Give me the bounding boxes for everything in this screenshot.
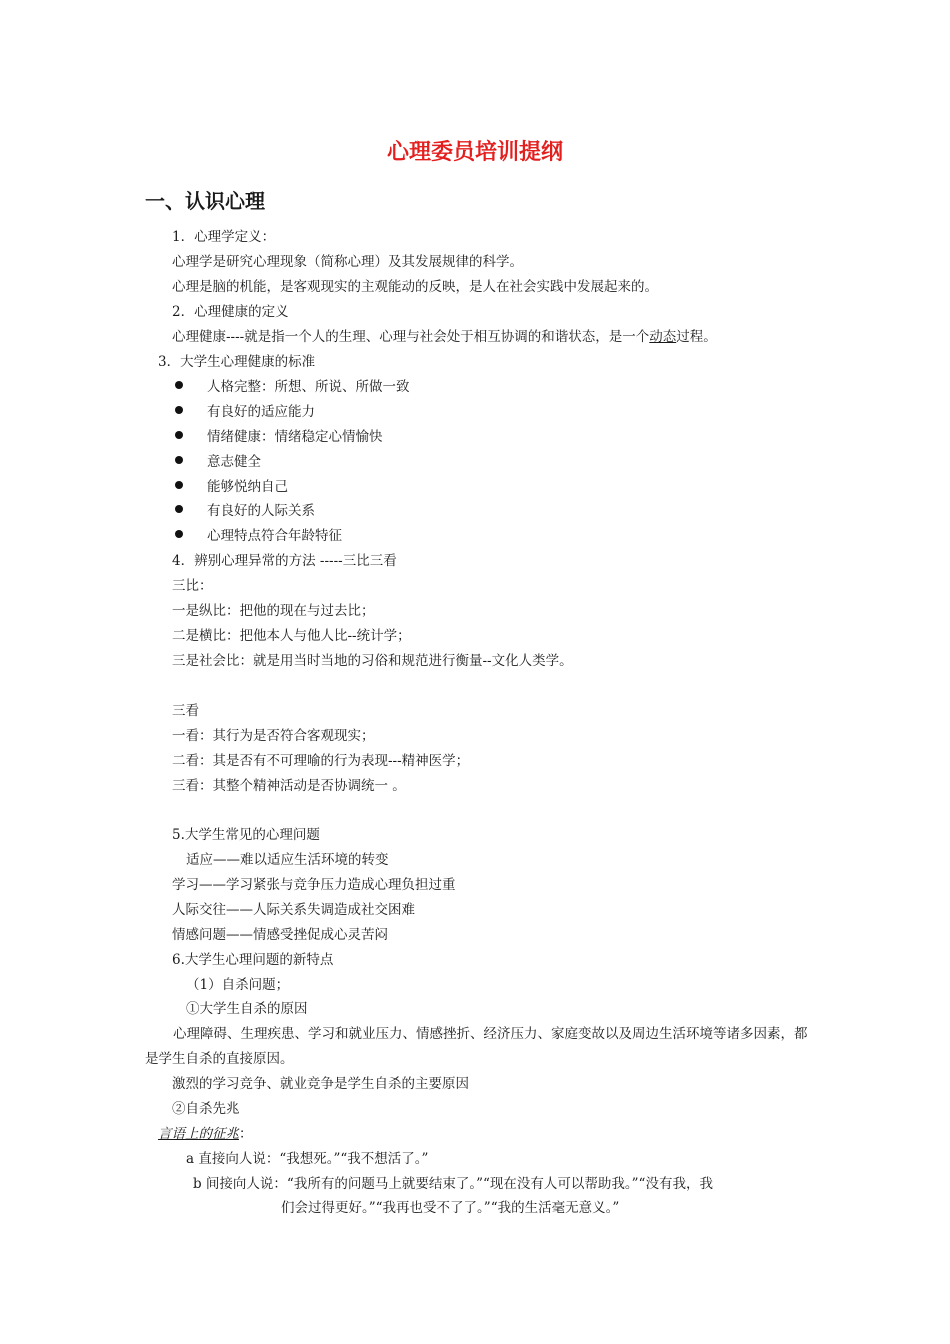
- paragraph: 二是横比：把他本人与他人比--统计学；: [172, 628, 411, 644]
- item-1-heading: 1．心理学定义：: [172, 229, 276, 245]
- bullet-text: 人格完整：所想、所说、所做一致: [207, 379, 410, 395]
- bullet-icon: [175, 530, 183, 538]
- item-5-heading: 5.大学生常见的心理问题: [172, 827, 320, 843]
- paragraph: [172, 328, 717, 346]
- item-3-heading: 3．大学生心理健康的标准: [158, 354, 316, 370]
- paragraph: 人际交往——人际关系失调造成社交困难: [172, 902, 415, 918]
- bullet-icon: [175, 505, 183, 513]
- text: ：: [239, 1126, 253, 1142]
- paragraph: 三看：其整个精神活动是否协调统一 。: [172, 778, 406, 794]
- paragraph: 情感问题——情感受挫促成心灵苦闷: [172, 927, 388, 943]
- item-4-heading: 4．辨别心理异常的方法 -----三比三看: [172, 553, 397, 569]
- paragraph: 心理障碍、生理疾患、学习和就业压力、情感挫折、经济压力、家庭变故以及周边生活环境等诸多因素，都是学生自杀的直接原因。: [145, 1026, 808, 1067]
- text: 过程。: [676, 329, 717, 345]
- paragraph: （1）自杀问题；: [186, 977, 290, 993]
- bullet-item: [175, 403, 315, 421]
- bullet-text: 情绪健康：情绪稳定心情愉快: [207, 429, 383, 445]
- italic-underlined-text: 言语上的征兆: [158, 1126, 239, 1142]
- paragraph: a 直接向人说：“我想死。”“我不想活了。”: [186, 1151, 429, 1167]
- bullet-item: [175, 527, 342, 545]
- bullet-text: 心理特点符合年龄特征: [207, 528, 342, 544]
- paragraph: 心理学是研究心理现象（简称心理）及其发展规律的科学。: [172, 254, 523, 270]
- bullet-item: [175, 502, 315, 520]
- text: 心理健康----就是指一个人的生理、心理与社会处于相互协调的和谐状态，是一个: [172, 329, 650, 345]
- bullet-icon: [175, 431, 183, 439]
- bullet-item: [175, 478, 288, 496]
- paragraph: 一看：其行为是否符合客观现实；: [172, 728, 375, 744]
- bullet-item: [175, 428, 383, 446]
- paragraph: ①大学生自杀的原因: [186, 1001, 308, 1017]
- item-6-heading: 6.大学生心理问题的新特点: [172, 952, 334, 968]
- paragraph: ②自杀先兆: [172, 1101, 240, 1117]
- subheading: 三看: [172, 703, 199, 719]
- bullet-text: 有良好的适应能力: [207, 404, 315, 420]
- bullet-icon: [175, 481, 183, 489]
- bullet-icon: [175, 456, 183, 464]
- bullet-text: 能够悦纳自己: [207, 479, 288, 495]
- section-heading: 一、认识心理: [145, 189, 265, 213]
- paragraph: 适应——难以适应生活环境的转变: [186, 852, 389, 868]
- paragraph: 三是社会比：就是用当时当地的习俗和规范进行衡量--文化人类学。: [172, 653, 573, 669]
- subheading: 三比：: [172, 578, 213, 594]
- paragraph: 学习——学习紧张与竞争压力造成心理负担过重: [172, 877, 456, 893]
- paragraph: 心理是脑的机能，是客观现实的主观能动的反映，是人在社会实践中发展起来的。: [172, 279, 658, 295]
- bullet-icon: [175, 381, 183, 389]
- document-title: 心理委员培训提纲: [386, 140, 563, 165]
- paragraph: b 间接向人说：“我所有的问题马上就要结束了。”“现在没有人可以帮助我。”“没有我，我: [193, 1176, 713, 1192]
- paragraph: 们会过得更好。”“我再也受不了了。”“我的生活毫无意义。”: [281, 1200, 620, 1216]
- underlined-text: 动态: [649, 329, 677, 345]
- paragraph: 一是纵比：把他的现在与过去比；: [172, 603, 375, 619]
- paragraph: 二看：其是否有不可理喻的行为表现---精神医学；: [172, 753, 470, 769]
- item-2-heading: 2．心理健康的定义: [172, 304, 289, 320]
- paragraph: 激烈的学习竞争、就业竞争是学生自杀的主要原因: [172, 1076, 469, 1092]
- paragraph: [158, 1125, 253, 1143]
- bullet-text: 有良好的人际关系: [207, 503, 315, 519]
- bullet-item: [175, 453, 261, 471]
- bullet-item: [175, 378, 410, 396]
- bullet-text: 意志健全: [207, 454, 261, 470]
- bullet-icon: [175, 406, 183, 414]
